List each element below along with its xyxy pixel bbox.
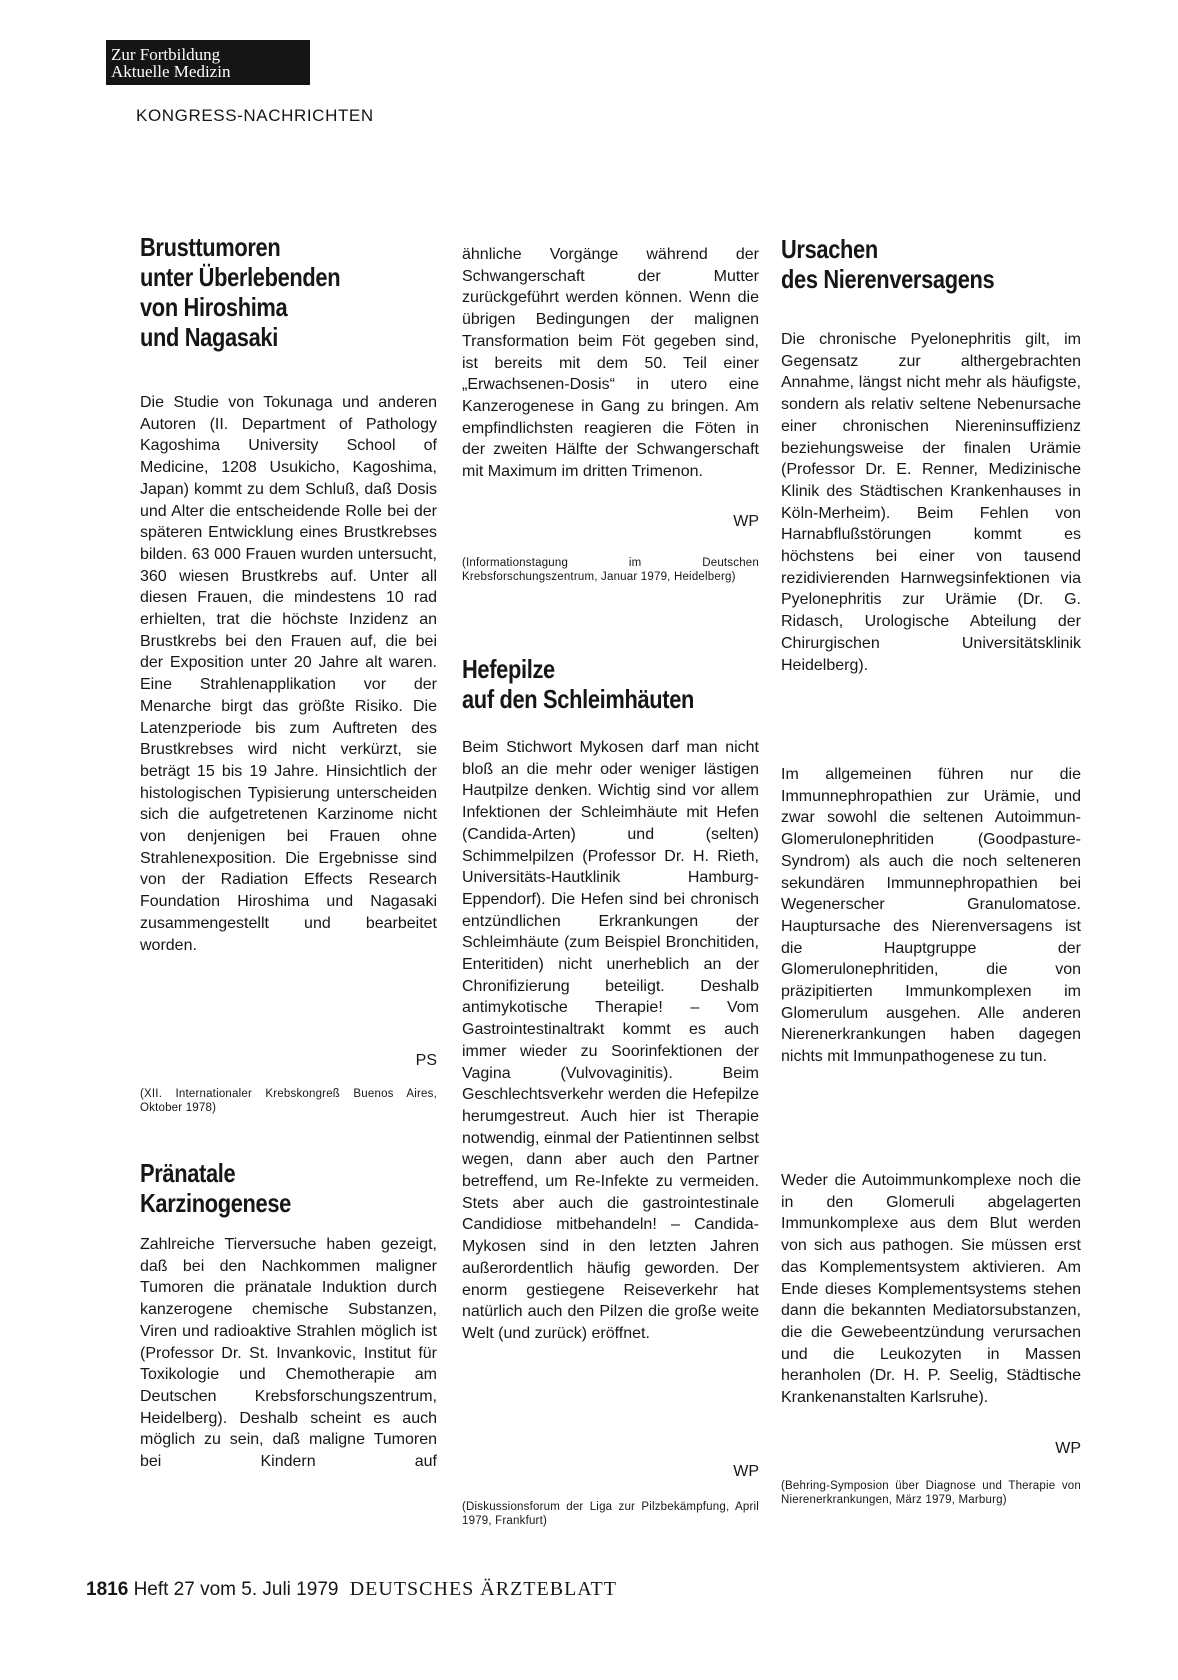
source-note-nierenversagen: (Behring-Symposion über Diagnose und Therapie von Nierenerkrankungen, März 1979, Marburg) bbox=[781, 1480, 1081, 1506]
title-line: Hefepilze bbox=[462, 654, 555, 684]
article-body-brusttumoren: Die Studie von Tokunaga und anderen Autoren (II. Department of Pathology Kagoshima University School of Medicine, 1208 Usukicho, Kagoshima, Japan) kommt zu dem Schluß, daß Dosis und Alter die entscheidende Rolle bei der späteren Entwicklung eines Brustkrebses bilden. 63 000 Frauen wurden untersucht, 360 wiesen Brustkrebs auf. Unter all diesen Frauen, die mindestens 10 rad erhielten, trat die höchste Inzidenz an Brustkrebs bei den Frauen auf, die bei der Exposition unter 20 Jahre alt waren. Eine Strahlenapplikation vor der Menarche birgt das größte Risiko. Die Latenzperiode bis zum Auftreten des Brustkrebses wird nicht verkürzt, sie beträgt 15 bis 19 Jahre. Hinsichtlich der histologischen Typisierung unterscheiden sich die aufgetretenen Karzinome nicht von denjenigen bei Frauen ohne Strahlenexposition. Die Ergebnisse sind von der Radiation Effects Research Foundation Hiroshima und Nagasaki zusammengestellt und bearbeitet worden. bbox=[140, 394, 437, 954]
signature-ps: PS bbox=[415, 1052, 437, 1069]
page-footer bbox=[86, 1578, 617, 1601]
article-body-nierenversagen-1: Die chronische Pyelonephritis gilt, im Gegensatz zur althergebrachten Annahme, längst nicht mehr als häufigste, sondern als relativ seltene Nebenursache einer chronischen Niereninsuffizienz beziehungsweise der finalen Urämie (Professor Dr. E. Renner, Medizinische Klinik des Städtischen Krankenhauses in Köln-Merheim). Beim Fehlen von Harnabflußstörungen kommt es höchstens bei einer von tausend rezidivierenden Harnwegsinfektionen via Pyelonephritis zur Urämie (Dr. G. Ridasch, Urologische Abteilung der Chirurgischen Universitätsklinik Heidelberg). bbox=[781, 331, 1081, 674]
article-title-brusttumoren bbox=[140, 232, 500, 352]
title-line: Karzinogenese bbox=[140, 1188, 291, 1218]
signature-wp: WP bbox=[1055, 1440, 1081, 1457]
issue-info: Heft 27 vom 5. Juli 1979 bbox=[133, 1579, 339, 1600]
section-label: KONGRESS-NACHRICHTEN bbox=[136, 106, 374, 125]
article-body-nierenversagen-2: Im allgemeinen führen nur die Immunnephropathien zur Urämie, und zwar sowohl die seltenen Autoimmun-Glomerulonephritiden (Goodpasture-Syndrom) als auch die noch selteneren sekundären Immunnephropathien bei Wegenerscher Granulomatose. Hauptursache des Nierenversagens ist die Hauptgruppe der Glomerulonephritiden, die von präzipitierten Immunkomplexen im Glomerulum ausgehen. Alle anderen Nierenerkrankungen haben dagegen nichts mit Immunpathogenese zu tun. bbox=[781, 766, 1081, 1066]
section-badge bbox=[106, 40, 310, 85]
article-title-hefepilze bbox=[462, 654, 822, 714]
badge-line-1: Zur Fortbildung bbox=[111, 45, 221, 64]
title-line: unter Überlebenden bbox=[140, 262, 341, 292]
source-note-hefepilze: (Diskussionsforum der Liga zur Pilzbekämpfung, April 1979, Frankfurt) bbox=[462, 1501, 759, 1527]
source-note-brusttumoren: (XII. Internationaler Krebskongreß Buenos Aires, Oktober 1978) bbox=[140, 1088, 437, 1114]
title-line: des Nierenversagens bbox=[781, 264, 995, 294]
title-line: und Nagasaki bbox=[140, 322, 278, 352]
title-line: Ursachen bbox=[781, 234, 878, 264]
signature-wp: WP bbox=[733, 513, 759, 530]
title-line: auf den Schleimhäuten bbox=[462, 684, 695, 714]
article-body-praenatal-continued: ähnliche Vorgänge während der Schwangerschaft der Mutter zurückgeführt werden können. Wenn die übrigen Bedingungen der malignen Transformation beim Föt gegeben sind, ist bereits mit dem 50. Teil einer „Erwachsenen-Dosis“ in utero eine Kanzerogenese in Gang zu bringen. Am empfindlichsten reagieren die Föten in der zweiten Hälfte der Schwangerschaft mit Maximum im dritten Trimenon. bbox=[462, 246, 759, 481]
article-body-nierenversagen-3: Weder die Autoimmunkomplexe noch die in den Glomeruli abgelagerten Immunkomplexe aus dem Blut werden von sich aus pathogen. Sie müssen erst das Komplementsystem aktivieren. Am Ende dieses Komplementsystems stehen dann die bekannten Mediatorsubstanzen, die die Gewebeentzündung verursachen und die Leukozyten in Massen heranholen (Dr. H. P. Seelig, Städtische Krankenanstalten Karlsruhe). bbox=[781, 1172, 1081, 1407]
title-line: Brusttumoren bbox=[140, 232, 281, 262]
article-body-praenatal: Zahlreiche Tierversuche haben gezeigt, daß bei den Nachkommen maligner Tumoren die pränatale Induktion durch kanzerogene chemische Substanzen, Viren und radioaktive Strahlen möglich ist (Professor Dr. St. Invankovic, Institut für Toxikologie und Chemotherapie am Deutschen Krebsforschungszentrum, Heidelberg). Deshalb scheint es auch möglich zu sein, daß maligne Tumoren bei Kindern auf bbox=[140, 1236, 437, 1471]
signature-wp: WP bbox=[733, 1463, 759, 1480]
title-line: von Hiroshima bbox=[140, 292, 288, 322]
title-line: Pränatale bbox=[140, 1158, 236, 1188]
article-body-hefepilze: Beim Stichwort Mykosen darf man nicht bloß an die mehr oder weniger lästigen Hautpilze denken. Wichtig sind vor allem Infektionen der Schleimhäute mit Hefen (Candida-Arten) und (selten) Schimmelpilzen (Professor Dr. H. Rieth, Universitäts-Hautklinik Hamburg-Eppendorf). Die Hefen sind bei chronisch entzündlichen Erkrankungen der Schleimhäute (zum Beispiel Bronchitiden, Enteritiden) nicht unerheblich an der Chronifizierung beteiligt. Deshalb antimykotische Therapie! – Vom Gastrointestinaltrakt kommt es auch immer wieder zu Soorinfektionen der Vagina (Vulvovaginitis). Beim Geschlechtsverkehr werden die Hefepilze herumgestreut. Auch hier ist Therapie notwendig, einmal der Patientinnen selbst wegen, dann aber auch den Partner betreffend, um Re-Infekte zu vermeiden. Stets aber auch die gastrointestinale Candidiose mitbehandeln! – Candida-Mykosen sind in den letzten Jahren außerordentlich häufig geworden. Der enorm gestiegene Reiseverkehr hat natürlich auch den Pilzen die große weite Welt (und zurück) eröffnet. bbox=[462, 739, 759, 1342]
source-note-praenatal: (Informationstagung im Deutschen Krebsforschungszentrum, Januar 1979, Heidelberg) bbox=[462, 557, 759, 583]
article-title-praenatal bbox=[140, 1158, 500, 1218]
page-number: 1816 bbox=[86, 1579, 129, 1600]
article-title-nierenversagen bbox=[781, 234, 1141, 294]
journal-name: DEUTSCHES ÄRZTEBLATT bbox=[349, 1578, 617, 1600]
badge-line-2: Aktuelle Medizin bbox=[111, 62, 231, 81]
